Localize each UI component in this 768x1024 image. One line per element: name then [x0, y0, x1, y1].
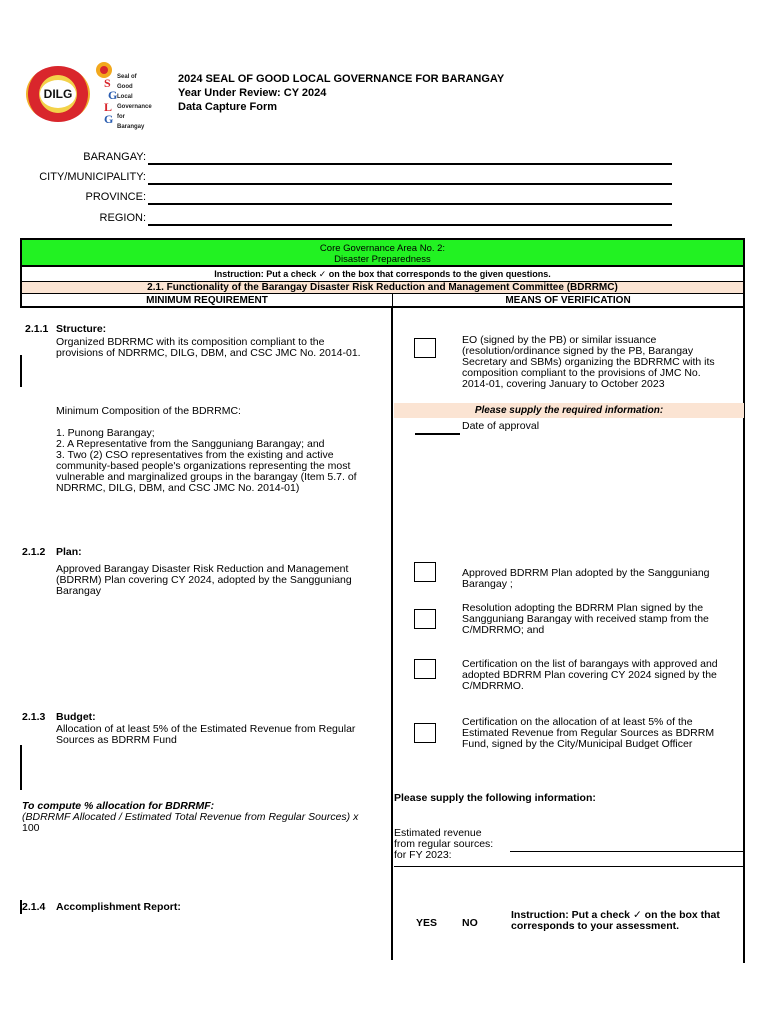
text-line: 1. Punong Barangay; — [56, 427, 155, 439]
composition-list — [56, 428, 357, 494]
svg-text:G: G — [108, 88, 118, 102]
governance-area-subtitle: Disaster Preparedness — [334, 254, 431, 265]
date-blank-line — [415, 433, 460, 435]
composition-title: Minimum Composition of the BDRRMC: — [56, 405, 241, 417]
sglg-logo-line: Barangay — [117, 124, 145, 130]
section-number: 2.1.1 — [25, 323, 49, 335]
column-divider — [391, 308, 393, 960]
text-line: Secretary and SBMs) organizing the BDRRMC with its — [462, 356, 715, 368]
text-line: Fund, signed by the City/Municipal Budget Officer — [462, 738, 693, 750]
region-input[interactable] — [148, 212, 672, 226]
section-title-plan: Plan: — [56, 546, 82, 558]
text-line: Instruction: Put a check ✓ on the box that — [511, 909, 720, 921]
text-line: Sources as BDRRM Fund — [56, 734, 177, 746]
text-line: Estimated Revenue from Regular Sources as BDRRM — [462, 727, 715, 739]
form-title: 2024 SEAL OF GOOD LOCAL GOVERNANCE FOR BARANGAY — [178, 73, 505, 85]
checkbox-certification-list[interactable] — [414, 659, 436, 679]
svg-text:L: L — [104, 100, 113, 114]
province-input[interactable] — [148, 191, 672, 205]
left-mark — [20, 900, 22, 914]
sglg-logo-line: Local — [117, 94, 133, 100]
text-line: C/MDRRMO. — [462, 680, 524, 692]
text-line: Certification on the list of barangays with approved and — [462, 658, 718, 670]
text-line: Certification on the allocation of at least 5% of the — [462, 716, 693, 728]
text-line: 2014-01, covering January to October 2023 — [462, 378, 665, 390]
barangay-label: BARANGAY: — [83, 151, 146, 163]
sglg-logo-line: Seal of — [117, 74, 137, 80]
mov-bdrrm-plan — [462, 568, 710, 590]
checkbox-eo-bdrrmc[interactable] — [414, 338, 436, 358]
text-line: Barangay ; — [462, 578, 513, 590]
no-column-label: NO — [462, 917, 478, 929]
text-line: Estimated revenue — [394, 827, 482, 839]
compute-formula — [22, 812, 358, 834]
indicator-title: 2.1. Functionality of the Barangay Disaster Risk Reduction and Management Committee (BDRRMC) — [20, 281, 745, 294]
compute-title: To compute % allocation for BDRRMF: — [22, 800, 215, 812]
svg-text:S: S — [104, 76, 111, 90]
supply-info-bar: Please supply the required information: — [394, 403, 744, 418]
province-label: PROVINCE: — [85, 191, 146, 203]
mov-eo-bdrrmc — [462, 335, 715, 390]
checkbox-resolution[interactable] — [414, 609, 436, 629]
text-line: EO (signed by the PB) or similar issuance — [462, 334, 657, 346]
text-line: composition compliant to the provisions of JMC No. — [462, 367, 701, 379]
section-title-budget: Budget: — [56, 711, 96, 723]
supply-following-info: Please supply the following information: — [394, 792, 596, 804]
estimated-revenue-label — [394, 828, 493, 861]
text-line: C/MDRRMO; and — [462, 624, 545, 636]
form-header — [178, 72, 504, 114]
text-line: (BDRRM) Plan covering CY 2024, adopted by the Sangguniang — [56, 574, 352, 586]
text-line: provisions of NDRRMC, DILG, DBM, and CSC JMC No. 2014-01. — [56, 347, 361, 359]
text-line: Approved BDRRM Plan adopted by the Sangguniang — [462, 567, 710, 579]
text-line: Approved Barangay Disaster Risk Reduction and Management — [56, 563, 349, 575]
text-line: community-based people's organizations representing the most — [56, 460, 351, 472]
left-mark — [20, 745, 22, 790]
revenue-line — [510, 851, 744, 852]
mov-certification-list — [462, 659, 718, 692]
text-line: vulnerable and marginalized groups in the barangay (Item 5.7. of — [56, 471, 357, 483]
text-line: (resolution/ordinance signed by the PB, Barangay — [462, 345, 694, 357]
text-line: Allocation of at least 5% of the Estimated Revenue from Regular — [56, 723, 356, 735]
estimated-revenue-input[interactable] — [512, 839, 740, 850]
mov-budget-certification — [462, 717, 714, 750]
barangay-input[interactable] — [148, 151, 672, 165]
text-line: (BDRRMF Allocated / Estimated Total Revenue from Regular Sources) x — [22, 811, 359, 823]
governance-area-header — [20, 238, 745, 267]
text-line: 100 — [22, 822, 40, 834]
date-of-approval-label: Date of approval — [462, 420, 540, 432]
section-number: 2.1.4 — [22, 901, 46, 913]
yes-column-label: YES — [416, 917, 438, 929]
governance-area-title: Core Governance Area No. 2: — [319, 243, 446, 254]
instruction-row: Instruction: Put a check ✓ on the box that corresponds to the given questions. — [20, 267, 745, 281]
sglg-logo-line: Good — [117, 84, 133, 90]
text-line: Resolution adopting the BDRRM Plan signed by the — [462, 602, 704, 614]
sglg-logo-line: Governance for — [117, 104, 152, 120]
text-line: corresponds to your assessment. — [511, 920, 680, 932]
plan-description — [56, 564, 352, 597]
checkbox-budget-certification[interactable] — [414, 723, 436, 743]
assessment-instruction — [511, 910, 720, 932]
col-minimum-requirement: MINIMUM REQUIREMENT — [20, 294, 392, 308]
text-line: from regular sources: — [394, 838, 494, 850]
mov-resolution — [462, 603, 709, 636]
form-subtitle: Data Capture Form — [178, 101, 278, 113]
budget-description — [56, 724, 355, 746]
section-number: 2.1.3 — [22, 711, 46, 723]
text-line: 2. A Representative from the Sangguniang Barangay; and — [56, 438, 325, 450]
text-line: Sangguniang Barangay with received stamp from the — [462, 613, 709, 625]
sglg-logo — [94, 60, 156, 130]
dilg-logo — [26, 66, 90, 122]
region-label: REGION: — [99, 212, 146, 224]
section-title-accomplishment: Accomplishment Report: — [56, 901, 181, 913]
section-divider — [394, 866, 744, 867]
text-line: Barangay — [56, 585, 101, 597]
city-label: CITY/MUNICIPALITY: — [39, 171, 146, 183]
city-input[interactable] — [148, 171, 672, 185]
text-line: Organized BDRRMC with its composition compliant to the — [56, 336, 325, 348]
section-number: 2.1.2 — [22, 546, 46, 558]
checkbox-bdrrm-plan[interactable] — [414, 562, 436, 582]
year-under-review: Year Under Review: CY 2024 — [178, 87, 327, 99]
text-line: for FY 2023: — [394, 849, 452, 861]
dilg-logo-text: DILG — [40, 80, 76, 108]
date-of-approval-input[interactable] — [415, 421, 459, 432]
structure-description — [56, 337, 361, 359]
text-line: NDRRMC, DILG, DBM, and CSC JMC No. 2014-01) — [56, 482, 300, 494]
svg-text:G: G — [104, 112, 114, 126]
text-line: adopted BDRRM Plan covering CY 2024 signed by the — [462, 669, 717, 681]
left-mark — [20, 355, 22, 387]
col-means-of-verification: MEANS OF VERIFICATION — [392, 294, 745, 308]
section-title-structure: Structure: — [56, 323, 107, 335]
text-line: 3. Two (2) CSO representatives from the existing and active — [56, 449, 334, 461]
